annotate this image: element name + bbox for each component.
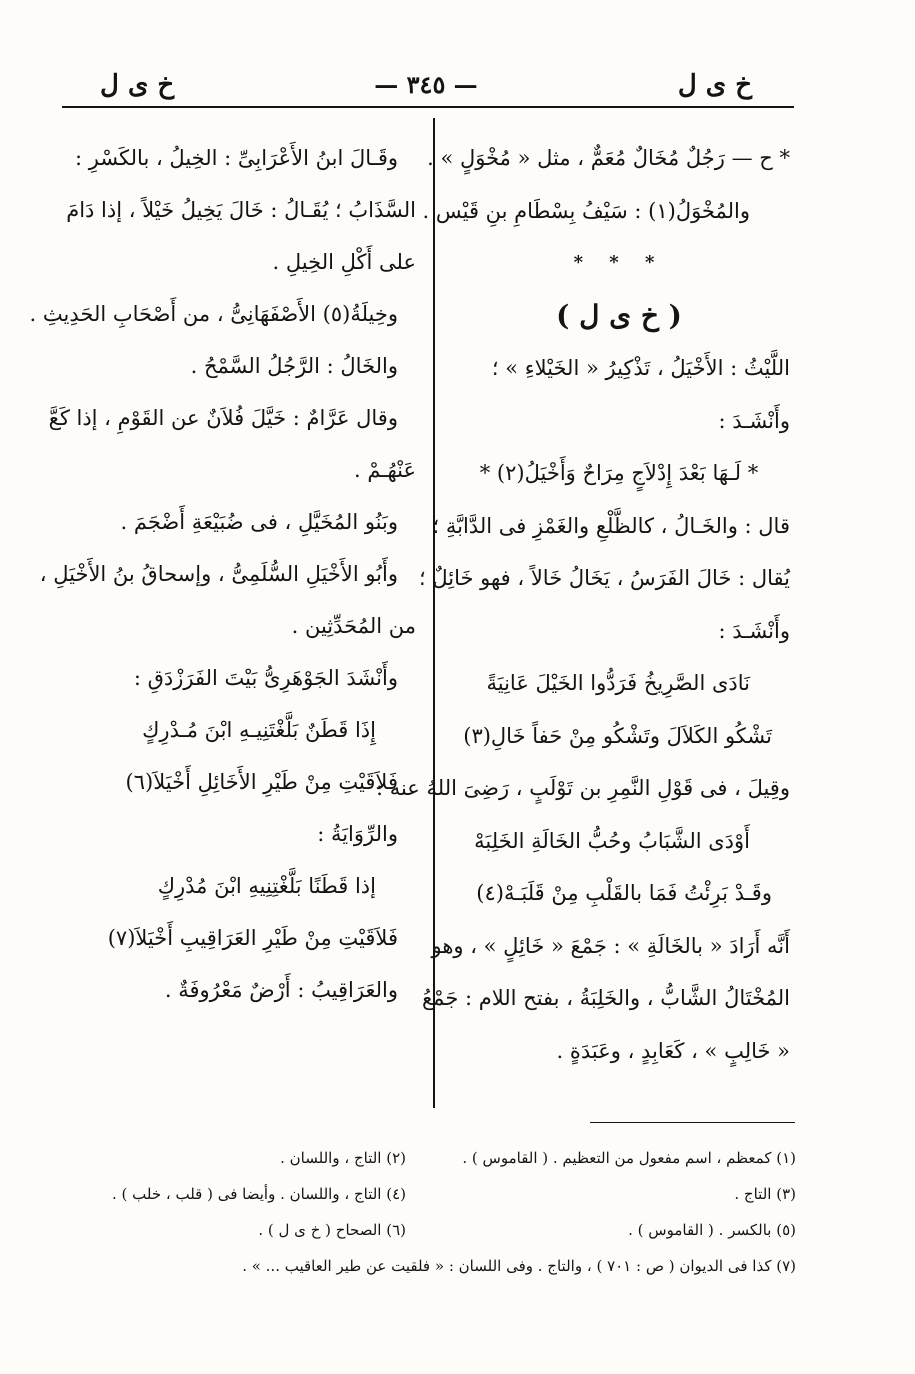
footnote-7: (٧) كذا فى الديوان ( ص : ٧٠١ ) ، والتاج . وفى اللسان : « فلقيت عن طير العاقيب ... » . <box>242 1257 796 1275</box>
verse-line: وقَـدْ بَرِئْتُ فَمَا بالقَلْبِ مِنْ قَلَبَـهْ(٤) <box>476 881 772 905</box>
page-header <box>60 62 792 108</box>
footnote-row <box>64 1176 796 1212</box>
verse-line: إِذَا قَطَنٌ بَلَّغْتَنِيـهِ ابْنَ مُـدْرِكٍ <box>142 718 376 742</box>
footnote-3: (٣) التاج . <box>734 1185 796 1203</box>
verse-line: فَلاَقَيْتِ مِنْ طَيْرِ العَرَاقِيبِ أَخْيَلاَ(٧) <box>107 926 398 950</box>
header-rule <box>62 106 794 108</box>
text-line: والعَرَاقِيبُ : أَرْضٌ مَعْرُوفَةٌ . <box>164 978 398 1002</box>
text-line: « خَالِبٍ » ، كَعَابِدٍ ، وعَبَدَةٍ . <box>556 1038 790 1063</box>
text-line: والخَالُ : الرَّجُلُ السَّمْحُ . <box>190 354 398 378</box>
verse-line: نَادَى الصَّرِيخُ فَرَدُّوا الخَيْلَ عَانِيَةً <box>486 671 750 695</box>
text-line: اللَّيْثُ : الأَخْيَلُ ، تَذْكِيرُ « الخَيْلاءِ » ؛ <box>491 356 790 380</box>
footnote-row <box>64 1140 796 1176</box>
text-line: المُخْتَالُ الشَّابُّ ، والخَلِبَةُ ، بفتح اللام : جَمْعُ <box>422 986 790 1010</box>
text-line: عَنْهُـمْ . <box>353 458 416 482</box>
footnote-2: (٢) التاج ، واللسان . <box>280 1149 406 1167</box>
footnote-row <box>64 1212 796 1248</box>
text-line: وبَنُو المُخَيَّلِ ، فى ضُبَيْعَةِ أَضْجَمَ . <box>120 510 398 534</box>
footnote-rule <box>590 1122 795 1123</box>
text-line: وخِيلَةُ(٥) الأَصْفَهَانِىُّ ، من أَصْحَابِ الحَدِيثِ . <box>29 302 398 326</box>
left-column <box>29 132 416 1016</box>
text-line: والمُخْوَلُ(١) : سَيْفُ بِسْطَامِ بنِ قَيْس . <box>422 198 750 223</box>
footnote-row <box>64 1248 796 1284</box>
text-line: السَّذَابُ ؛ يُقَـالُ : خَالَ يَخِيلُ خَيْلاً ، إذا دَامَ <box>66 198 416 222</box>
entry-heading: ( خ ى ل ) <box>556 298 682 332</box>
text-line: * ح — رَجُلٌ مُخَالٌ مُعَمٌّ ، مثل « مُخْوَلٍ » . <box>427 146 790 170</box>
text-line: قال : والخَـالُ ، كالظَّلْعِ والغَمْزِ فى الدَّابَّةِ ؛ <box>432 513 790 538</box>
verse-line: تَشْكُو الكَلاَلَ وتَشْكُو مِنْ حَفاً خَالِ(٣) <box>463 723 772 748</box>
footnote-4: (٤) التاج ، واللسان . وأيضا فى ( قلب ، خلب ) . <box>111 1185 406 1203</box>
header-root-left: خ ى ل <box>100 70 175 100</box>
footnotes <box>64 1140 796 1284</box>
text-line: والرِّوَايَةُ : <box>317 822 398 846</box>
footnote-1: (١) كمعظم ، اسم مفعول من التعظيم . ( القاموس ) . <box>462 1149 796 1167</box>
text-line: من المُحَدِّثِين . <box>291 614 416 638</box>
text-line: أَنَّه أَرَادَ « بالخَالَةِ » : جَمْعَ « خَائِلٍ » ، وهو <box>431 933 790 958</box>
verse-line: فَلاَقَيْتِ مِنْ طَيْرِ الأَخَائِلِ أَخْيَلاَ(٦) <box>125 770 398 794</box>
verse-line: أَوْدَى الشَّبَابُ وحُبُّ الخَالَةِ الخَلِبَهْ <box>474 828 750 853</box>
text-line: وأَبُو الأَخْيَلِ السُّلَمِىُّ ، وإسحاقُ بنُ الأَخْيَلِ ، <box>39 562 398 586</box>
header-root-right: خ ى ل <box>677 70 752 100</box>
page-number: — ٣٤٥ — <box>374 70 478 99</box>
footnote-6: (٦) الصحاح ( خ ى ل ) . <box>258 1221 406 1239</box>
section-separator: * * * <box>573 252 665 273</box>
text-line: وقِيلَ ، فى قَوْلِ النَّمِرِ بن تَوْلَبٍ ، رَضِىَ اللهُ عنه : <box>375 776 790 800</box>
text-line: وأَنْشَـدَ : <box>718 618 790 643</box>
footnote-5: (٥) بالكسر . ( القاموس ) . <box>628 1221 796 1239</box>
verse-line: * لَـهَا بَعْدَ إِدْلاَجٍ مِرَاحٌ وَأَخْيَلُ(٢) * <box>479 461 759 485</box>
text-line: وأَنْشَدَ الجَوْهَرِىُّ بَيْتَ الفَرَزْدَقِ : <box>133 666 398 690</box>
text-line: يُقال : خَالَ الفَرَسُ ، يَخَالُ خَالاً ، فهو خَائِلٌ ؛ <box>418 566 790 590</box>
text-line: وقال عَرَّامٌ : خَيَّلَ فُلاَنٌ عن القَوْمِ ، إذا كَعَّ <box>48 406 398 430</box>
text-line: وقَـالَ ابنُ الأَعْرَابِىِّ : الخِيلُ ، بالكَسْرِ : <box>74 146 398 170</box>
text-line: على أَكْلِ الخِيلِ . <box>272 250 416 274</box>
text-line: وأَنْشَـدَ : <box>718 408 790 433</box>
verse-line: إذا قَطَنًا بَلَّغْتِنِيهِ ابْنَ مُدْرِكٍ <box>157 874 376 898</box>
